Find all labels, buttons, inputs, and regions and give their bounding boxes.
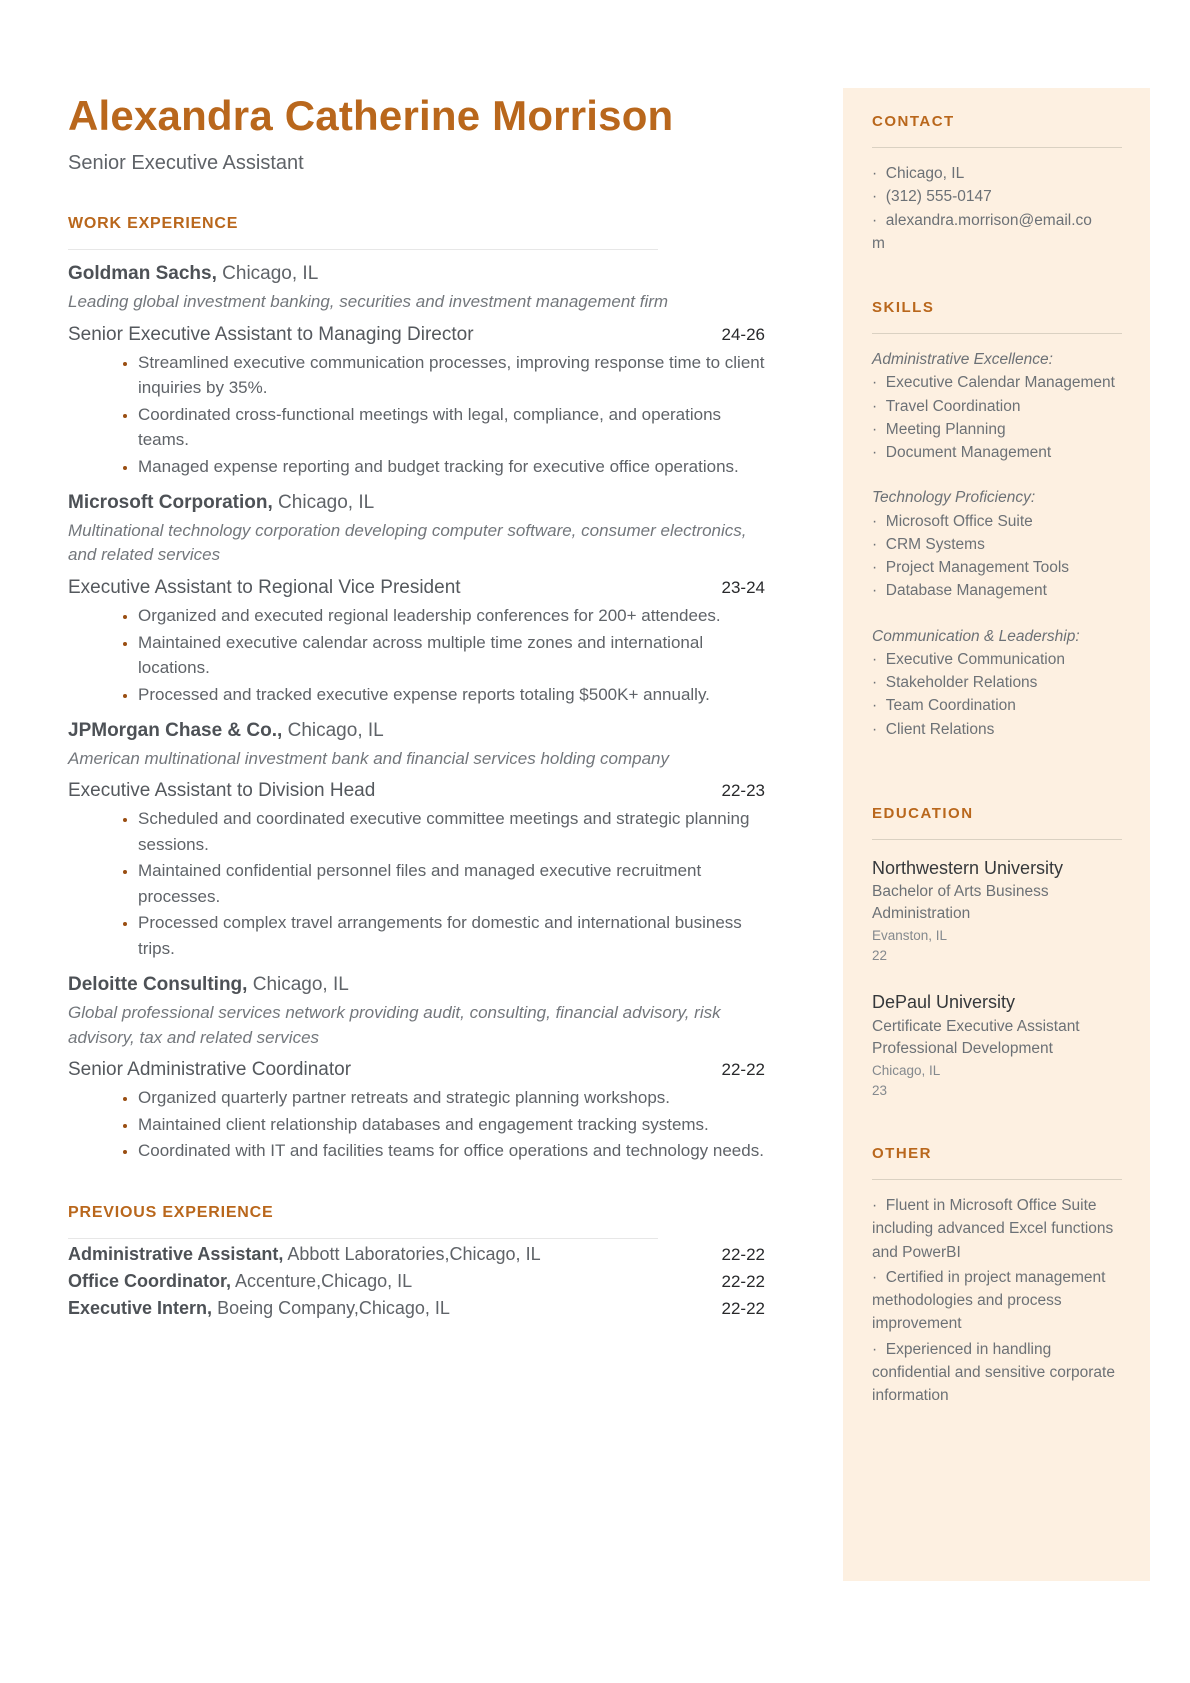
previous-experience-row <box>68 1296 765 1320</box>
previous-role <box>68 1242 541 1266</box>
job-company: Goldman Sachs, <box>68 263 217 285</box>
job-role-row <box>68 780 765 802</box>
job-title-subtitle: Senior Executive Assistant <box>68 152 304 175</box>
skill-group-label: Communication & Leadership: <box>872 627 1080 645</box>
skill-item: · Document Management <box>872 441 1122 464</box>
skill-item: · Team Coordination <box>872 694 1122 717</box>
previous-role-company: Boeing Company,Chicago, IL <box>212 1298 450 1319</box>
skill-item: · Executive Communication <box>872 648 1122 671</box>
previous-experience-row <box>68 1269 765 1293</box>
skill-group <box>872 348 1122 464</box>
previous-experience-row <box>68 1242 765 1266</box>
contact-phone: · (312) 555-0147 <box>872 185 1095 208</box>
skill-group-label: Technology Proficiency: <box>872 489 1036 507</box>
skill-item: · Travel Coordination <box>872 395 1122 418</box>
bullet-item: • Processed and tracked executive expense reports totaling $500K+ annually. <box>138 682 765 708</box>
sidebar-divider <box>872 1179 1122 1180</box>
other-item: · Certified in project management methodologies and process improvement <box>872 1266 1122 1336</box>
job-description: Multinational technology corporation developing computer software, consumer electronics, and related services <box>68 520 747 565</box>
previous-role-title: Executive Intern, <box>68 1298 213 1319</box>
bullet-item: • Maintained client relationship databases and engagement tracking systems. <box>138 1112 765 1138</box>
education-entry <box>872 856 1122 967</box>
job-bullet-list <box>68 603 765 707</box>
job-role-row <box>68 324 765 346</box>
section-divider <box>68 1238 658 1239</box>
job-entry <box>68 490 765 707</box>
job-dates: 22-22 <box>721 1060 765 1080</box>
job-role-row <box>68 577 765 599</box>
work-experience-heading: WORK EXPERIENCE <box>68 215 239 233</box>
job-company: Deloitte Consulting, <box>68 974 248 996</box>
job-description: American multinational investment bank and financial services holding company <box>68 748 669 768</box>
job-role: Executive Assistant to Regional Vice President <box>68 577 461 598</box>
skills-section <box>872 299 1122 741</box>
previous-role-dates: 22-22 <box>721 1244 765 1264</box>
skill-item: · Stakeholder Relations <box>872 671 1122 694</box>
bullet-item: • Organized quarterly partner retreats and strategic planning workshops. <box>138 1085 765 1111</box>
job-entry <box>68 972 765 1163</box>
previous-experience-heading: PREVIOUS EXPERIENCE <box>68 1203 274 1221</box>
job-location: Chicago, IL <box>216 263 319 285</box>
other-section <box>872 1145 1122 1407</box>
previous-role-company: Accenture,Chicago, IL <box>231 1271 413 1291</box>
sidebar-divider <box>872 147 1122 148</box>
contact-heading: CONTACT <box>872 113 955 130</box>
skill-item: · Executive Calendar Management <box>872 371 1122 394</box>
school-year: 23 <box>872 1082 888 1098</box>
sidebar-divider <box>872 839 1122 840</box>
previous-role-company: Abbott Laboratories,Chicago, IL <box>283 1243 541 1264</box>
contact-location: · Chicago, IL <box>872 162 1095 185</box>
previous-role-title: Office Coordinator, <box>68 1271 232 1291</box>
school-degree: Bachelor of Arts Business Administration <box>872 882 1049 923</box>
job-bullet-list <box>68 1085 765 1164</box>
job-role: Senior Administrative Coordinator <box>68 1059 352 1081</box>
job-company-line <box>68 972 765 998</box>
bullet-item: • Managed expense reporting and budget tracking for executive office operations. <box>138 454 765 480</box>
bullet-item: • Scheduled and coordinated executive committee meetings and strategic planning sessions. <box>138 806 765 857</box>
education-heading: EDUCATION <box>872 804 974 822</box>
previous-role <box>68 1269 412 1293</box>
skill-item: · Project Management Tools <box>872 556 1122 579</box>
job-dates: 23-24 <box>721 578 765 597</box>
job-dates: 22-23 <box>721 781 765 801</box>
skill-item: · Client Relations <box>872 718 1122 741</box>
skill-group <box>872 625 1122 741</box>
other-list <box>872 1194 1122 1407</box>
sidebar-divider <box>872 333 1122 334</box>
previous-role-dates: 22-22 <box>721 1272 765 1291</box>
skill-item: · Meeting Planning <box>872 418 1122 441</box>
other-item: · Fluent in Microsoft Office Suite including advanced Excel functions and PowerBI <box>872 1194 1122 1264</box>
school-name: DePaul University <box>872 992 1016 1013</box>
job-location: Chicago, IL <box>247 974 349 996</box>
bullet-item: • Streamlined executive communication processes, improving response time to client inquiries by 35%. <box>138 350 765 401</box>
previous-role <box>68 1296 450 1320</box>
main-column <box>68 0 765 1321</box>
contact-email: · alexandra.morrison@email.com <box>872 209 1095 256</box>
education-entry <box>872 990 1122 1101</box>
skill-item: · Microsoft Office Suite <box>872 510 1122 533</box>
job-entry <box>68 718 765 961</box>
bullet-item: • Maintained confidential personnel files and managed executive recruitment processes. <box>138 858 765 909</box>
skill-item: · CRM Systems <box>872 533 1122 556</box>
job-role: Senior Executive Assistant to Managing Director <box>68 323 474 345</box>
other-heading: OTHER <box>872 1145 932 1162</box>
job-company: Microsoft Corporation, <box>68 492 273 514</box>
sidebar <box>843 88 1150 1581</box>
job-company-line <box>68 490 765 516</box>
contact-section <box>872 113 1122 255</box>
school-year: 22 <box>872 948 888 964</box>
job-description: Global professional services network providing audit, consulting, financial advisory, risk advisory, tax and related services <box>68 1002 721 1047</box>
job-role: Executive Assistant to Division Head <box>68 780 376 802</box>
job-company: JPMorgan Chase & Co., <box>68 720 283 741</box>
skills-heading: SKILLS <box>872 299 935 316</box>
bullet-item: • Processed complex travel arrangements for domestic and international business trips. <box>138 910 765 961</box>
job-company-line <box>68 261 765 287</box>
job-location: Chicago, IL <box>282 720 384 741</box>
bullet-item: • Organized and executed regional leadership conferences for 200+ attendees. <box>138 603 765 629</box>
education-section <box>872 805 1122 1101</box>
bullet-item: • Coordinated cross-functional meetings with legal, compliance, and operations teams. <box>138 402 765 453</box>
previous-role-dates: 22-22 <box>721 1299 765 1319</box>
job-dates: 24-26 <box>721 324 765 344</box>
skill-group <box>872 486 1122 602</box>
school-name: Northwestern University <box>872 857 1064 878</box>
school-location: Evanston, IL <box>872 927 948 943</box>
school-location: Chicago, IL <box>872 1062 941 1078</box>
job-description: Leading global investment banking, securities and investment management firm <box>68 291 669 311</box>
job-role-row <box>68 1059 765 1081</box>
page-title: Alexandra Catherine Morrison <box>68 92 674 139</box>
other-item: · Experienced in handling confidential and sensitive corporate information <box>872 1338 1122 1408</box>
job-company-line <box>68 718 765 744</box>
school-degree: Certificate Executive Assistant Professional Development <box>872 1017 1080 1058</box>
job-bullet-list <box>68 806 765 961</box>
section-divider <box>68 249 658 250</box>
job-location: Chicago, IL <box>272 492 375 514</box>
skill-group-label: Administrative Excellence: <box>872 351 1053 368</box>
skill-item: · Database Management <box>872 579 1122 602</box>
contact-list <box>872 162 1095 255</box>
bullet-item: • Maintained executive calendar across multiple time zones and international locations. <box>138 630 765 681</box>
job-bullet-list <box>68 350 765 480</box>
bullet-item: • Coordinated with IT and facilities teams for office operations and technology needs. <box>138 1138 765 1164</box>
previous-role-title: Administrative Assistant, <box>68 1243 284 1264</box>
job-entry <box>68 261 765 479</box>
